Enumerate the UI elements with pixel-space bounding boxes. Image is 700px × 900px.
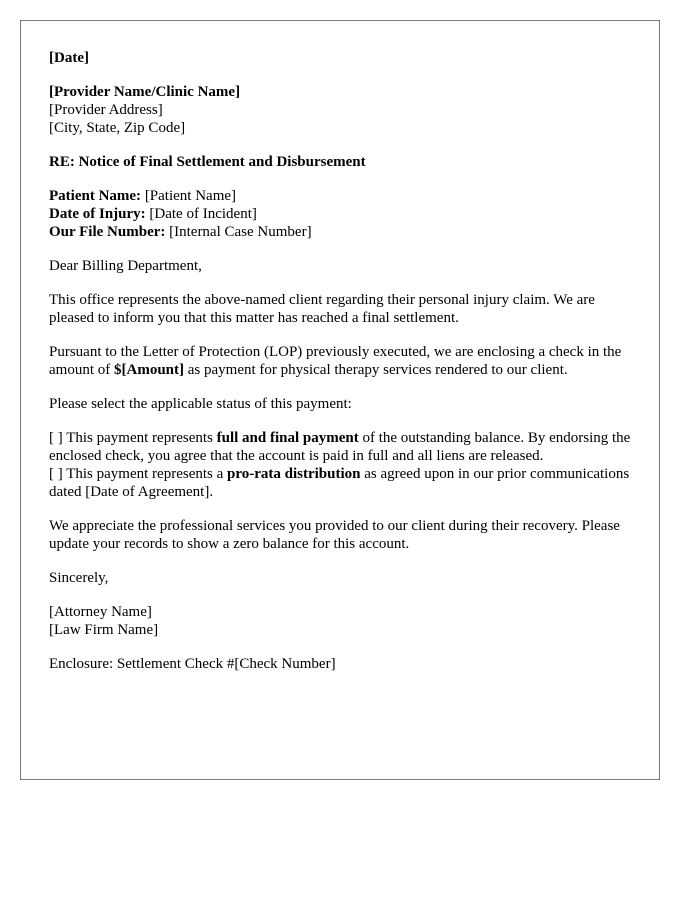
- patient-info-block: [49, 187, 639, 241]
- option-full-payment-text-before: This payment represents: [62, 430, 217, 446]
- letter-content: [49, 49, 639, 689]
- letter-page: [20, 20, 660, 780]
- check-amount: $[Amount]: [114, 362, 184, 378]
- paragraph-check-amount: [49, 343, 639, 379]
- provider-address-block: [49, 83, 639, 137]
- salutation: Dear Billing Department,: [49, 258, 202, 274]
- option-pro-rata-text-before: This payment represents a: [62, 466, 228, 482]
- status-select-prompt: Please select the applicable status of this payment:: [49, 396, 352, 412]
- date-of-injury-row: [49, 205, 639, 223]
- paragraph-representation: This office represents the above-named client regarding their personal injury claim. We are pleased to inform you that this matter has reached a final settlement.: [49, 292, 595, 326]
- law-firm-name: [Law Firm Name]: [49, 622, 159, 638]
- file-number-row: [49, 223, 639, 241]
- option-pro-rata: [49, 465, 639, 501]
- provider-name: [Provider Name/Clinic Name]: [49, 84, 241, 100]
- subject-line: RE: Notice of Final Settlement and Disbursement: [49, 154, 366, 170]
- option-full-payment-checkbox[interactable]: [ ]: [49, 430, 63, 446]
- payment-status-options: [49, 429, 639, 501]
- attorney-name: [Attorney Name]: [49, 604, 152, 620]
- sign-off: Sincerely,: [49, 570, 109, 586]
- closing-paragraph: We appreciate the professional services you provided to our client during their recovery. Please update your records to show a zero balance for this account.: [49, 518, 620, 552]
- enclosure-line: Enclosure: Settlement Check #[Check Number]: [49, 656, 336, 672]
- patient-name-label: Patient Name:: [49, 188, 142, 204]
- signature-block: [49, 603, 639, 639]
- option-pro-rata-bold: pro-rata distribution: [227, 466, 361, 482]
- date-of-injury-label: Date of Injury:: [49, 206, 146, 222]
- patient-name-row: [49, 187, 639, 205]
- option-full-payment-bold: full and final payment: [216, 430, 359, 446]
- provider-city-state-zip: [City, State, Zip Code]: [49, 120, 186, 136]
- option-full-payment: [49, 429, 639, 465]
- check-text-after: as payment for physical therapy services rendered to our client.: [184, 362, 568, 378]
- option-pro-rata-text-after: as agreed upon in our prior communications dated [Date of Agreement].: [49, 466, 630, 500]
- date-of-injury-value: [Date of Incident]: [149, 206, 257, 222]
- patient-name-value: [Patient Name]: [144, 188, 237, 204]
- file-number-label: Our File Number:: [49, 224, 166, 240]
- subject-line-block: [49, 153, 639, 171]
- option-full-payment-text-after: of the outstanding balance. By endorsing the enclosed check, you agree that the account is paid in full and all liens are released.: [49, 430, 631, 464]
- option-pro-rata-checkbox[interactable]: [ ]: [49, 466, 63, 482]
- check-text-before: Pursuant to the Letter of Protection (LOP) previously executed, we are enclosing a check in the amount of: [49, 344, 622, 378]
- file-number-value: [Internal Case Number]: [169, 224, 312, 240]
- letter-date: [Date]: [49, 50, 89, 66]
- letter-date-block: [49, 49, 639, 67]
- provider-address: [Provider Address]: [49, 102, 163, 118]
